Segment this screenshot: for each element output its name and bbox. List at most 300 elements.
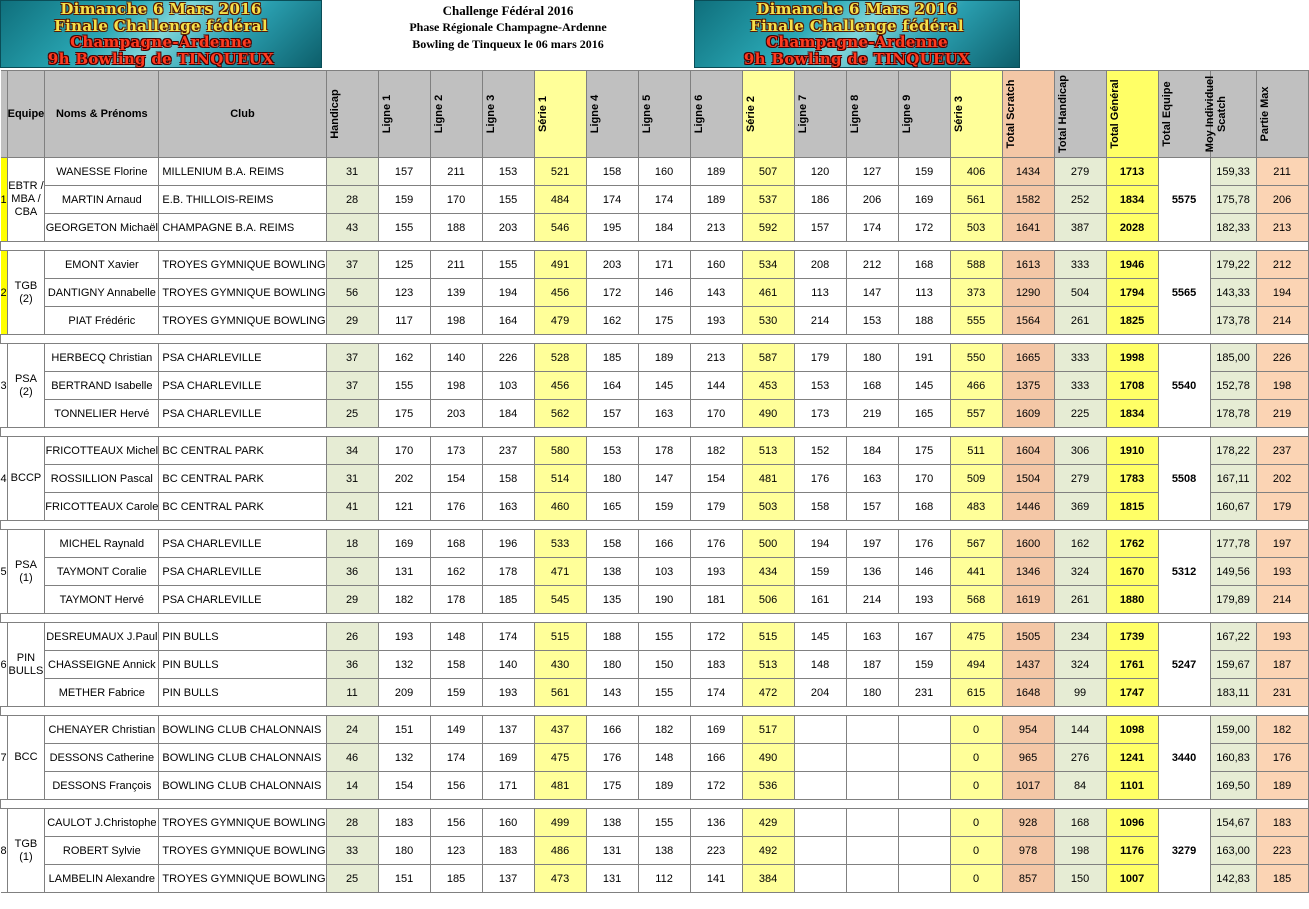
series-1: 484 bbox=[534, 186, 586, 214]
game-score: 197 bbox=[846, 530, 898, 558]
average-scratch: 167,22 bbox=[1210, 623, 1256, 651]
total-scratch: 1604 bbox=[1002, 437, 1054, 465]
max-game: 202 bbox=[1256, 465, 1308, 493]
series-1: 514 bbox=[534, 465, 586, 493]
game-score: 112 bbox=[638, 865, 690, 893]
game-score: 193 bbox=[378, 623, 430, 651]
handicap-cell: 24 bbox=[326, 716, 378, 744]
max-game: 194 bbox=[1256, 279, 1308, 307]
total-general: 1713 bbox=[1106, 158, 1158, 186]
game-score: 103 bbox=[482, 372, 534, 400]
series-2: 429 bbox=[742, 809, 794, 837]
game-score: 182 bbox=[378, 586, 430, 614]
game-score: 174 bbox=[430, 744, 482, 772]
average-scratch: 149,56 bbox=[1210, 558, 1256, 586]
total-general: 1794 bbox=[1106, 279, 1158, 307]
player-club: TROYES GYMNIQUE BOWLING bbox=[159, 809, 326, 837]
game-score: 168 bbox=[898, 493, 950, 521]
average-scratch: 154,67 bbox=[1210, 809, 1256, 837]
game-score: 204 bbox=[794, 679, 846, 707]
max-game: 182 bbox=[1256, 716, 1308, 744]
game-score: 153 bbox=[794, 372, 846, 400]
player-club: TROYES GYMNIQUE BOWLING bbox=[159, 837, 326, 865]
player-name: CHENAYER Christian bbox=[45, 716, 159, 744]
game-score: 208 bbox=[794, 251, 846, 279]
player-name: FRICOTTEAUX Michel bbox=[45, 437, 159, 465]
game-score bbox=[794, 744, 846, 772]
game-score: 180 bbox=[586, 651, 638, 679]
series-1: 499 bbox=[534, 809, 586, 837]
handicap-cell: 36 bbox=[326, 651, 378, 679]
player-name: CAULOT J.Christophe bbox=[45, 809, 159, 837]
game-score bbox=[898, 837, 950, 865]
max-game: 206 bbox=[1256, 186, 1308, 214]
team-name: BCC bbox=[7, 716, 45, 800]
average-scratch: 177,78 bbox=[1210, 530, 1256, 558]
game-score: 132 bbox=[378, 651, 430, 679]
total-scratch: 1505 bbox=[1002, 623, 1054, 651]
average-scratch: 175,78 bbox=[1210, 186, 1256, 214]
total-handicap: 276 bbox=[1054, 744, 1106, 772]
series-2: 517 bbox=[742, 716, 794, 744]
game-score: 165 bbox=[586, 493, 638, 521]
game-score: 164 bbox=[586, 372, 638, 400]
game-score: 175 bbox=[586, 772, 638, 800]
series-1: 528 bbox=[534, 344, 586, 372]
game-score: 171 bbox=[638, 251, 690, 279]
game-score: 154 bbox=[430, 465, 482, 493]
game-score: 162 bbox=[378, 344, 430, 372]
series-1: 460 bbox=[534, 493, 586, 521]
game-score bbox=[846, 865, 898, 893]
table-row bbox=[1, 279, 1309, 307]
game-score: 183 bbox=[378, 809, 430, 837]
series-2: 513 bbox=[742, 651, 794, 679]
game-score: 120 bbox=[794, 158, 846, 186]
total-scratch: 1600 bbox=[1002, 530, 1054, 558]
game-score: 213 bbox=[690, 214, 742, 242]
player-name: DESREUMAUX J.Paul bbox=[45, 623, 159, 651]
team-separator bbox=[1, 428, 1309, 437]
banner-venue: 9h Bowling de TINQUEUX bbox=[47, 49, 275, 68]
game-score: 175 bbox=[638, 307, 690, 335]
game-score bbox=[898, 809, 950, 837]
team-name: PSA (2) bbox=[7, 344, 45, 428]
player-club: BOWLING CLUB CHALONNAIS bbox=[159, 772, 326, 800]
team-rank: 8 bbox=[1, 809, 8, 893]
total-general: 1834 bbox=[1106, 186, 1158, 214]
series-2: 500 bbox=[742, 530, 794, 558]
banner-region: Champagne-Ardenne bbox=[766, 33, 948, 51]
total-scratch: 1434 bbox=[1002, 158, 1054, 186]
game-score: 206 bbox=[846, 186, 898, 214]
total-handicap: 387 bbox=[1054, 214, 1106, 242]
game-score: 169 bbox=[898, 186, 950, 214]
max-game: 214 bbox=[1256, 586, 1308, 614]
game-score: 166 bbox=[586, 716, 638, 744]
game-score: 137 bbox=[482, 716, 534, 744]
average-scratch: 173,78 bbox=[1210, 307, 1256, 335]
series-3: 466 bbox=[950, 372, 1002, 400]
series-3: 550 bbox=[950, 344, 1002, 372]
game-score bbox=[898, 772, 950, 800]
team-rank: 5 bbox=[1, 530, 8, 614]
game-score: 123 bbox=[430, 837, 482, 865]
series-2: 507 bbox=[742, 158, 794, 186]
game-score: 211 bbox=[430, 158, 482, 186]
game-score: 176 bbox=[690, 530, 742, 558]
series-3: 0 bbox=[950, 772, 1002, 800]
player-club: PIN BULLS bbox=[159, 679, 326, 707]
game-score: 169 bbox=[482, 744, 534, 772]
total-handicap: 324 bbox=[1054, 651, 1106, 679]
average-scratch: 160,67 bbox=[1210, 493, 1256, 521]
game-score: 138 bbox=[638, 837, 690, 865]
series-2: 481 bbox=[742, 465, 794, 493]
game-score: 181 bbox=[690, 586, 742, 614]
total-general: 1815 bbox=[1106, 493, 1158, 521]
series-2: 503 bbox=[742, 493, 794, 521]
series-2: 513 bbox=[742, 437, 794, 465]
handicap-cell: 31 bbox=[326, 158, 378, 186]
game-score: 172 bbox=[690, 772, 742, 800]
game-score: 158 bbox=[430, 651, 482, 679]
table-row bbox=[1, 586, 1309, 614]
game-score: 189 bbox=[690, 186, 742, 214]
game-score: 163 bbox=[846, 465, 898, 493]
game-score: 113 bbox=[794, 279, 846, 307]
game-score bbox=[794, 716, 846, 744]
game-score: 185 bbox=[482, 586, 534, 614]
game-score: 149 bbox=[430, 716, 482, 744]
header-row bbox=[1, 71, 1309, 158]
player-club: PSA CHARLEVILLE bbox=[159, 558, 326, 586]
series-3: 0 bbox=[950, 837, 1002, 865]
game-score bbox=[846, 809, 898, 837]
game-score: 178 bbox=[430, 586, 482, 614]
total-general: 1825 bbox=[1106, 307, 1158, 335]
game-score bbox=[846, 744, 898, 772]
banner-event: Finale Challenge fédéral bbox=[54, 16, 268, 35]
max-game: 183 bbox=[1256, 809, 1308, 837]
player-name: TAYMONT Coralie bbox=[45, 558, 159, 586]
game-score: 186 bbox=[794, 186, 846, 214]
table-row bbox=[1, 251, 1309, 279]
game-score: 157 bbox=[846, 493, 898, 521]
banner-event: Finale Challenge fédéral bbox=[750, 16, 964, 35]
series-1: 533 bbox=[534, 530, 586, 558]
game-score: 137 bbox=[482, 865, 534, 893]
max-game: 185 bbox=[1256, 865, 1308, 893]
average-scratch: 185,00 bbox=[1210, 344, 1256, 372]
table-row bbox=[1, 372, 1309, 400]
max-game: 187 bbox=[1256, 651, 1308, 679]
total-general: 1761 bbox=[1106, 651, 1158, 679]
team-name: TGB (2) bbox=[7, 251, 45, 335]
max-game: 213 bbox=[1256, 214, 1308, 242]
team-name: BCCP bbox=[7, 437, 45, 521]
team-name: PIN BULLS bbox=[7, 623, 45, 707]
player-name: BERTRAND Isabelle bbox=[45, 372, 159, 400]
total-handicap: 252 bbox=[1054, 186, 1106, 214]
table-row bbox=[1, 465, 1309, 493]
game-score: 163 bbox=[846, 623, 898, 651]
game-score: 150 bbox=[638, 651, 690, 679]
game-score: 182 bbox=[690, 437, 742, 465]
game-score: 193 bbox=[690, 558, 742, 586]
team-rank: 1 bbox=[1, 158, 8, 242]
player-name: FRICOTTEAUX Carole bbox=[45, 493, 159, 521]
game-score: 117 bbox=[378, 307, 430, 335]
player-name: LAMBELIN Alexandre bbox=[45, 865, 159, 893]
game-score: 160 bbox=[638, 158, 690, 186]
game-score: 194 bbox=[482, 279, 534, 307]
average-scratch: 159,33 bbox=[1210, 158, 1256, 186]
handicap-cell: 31 bbox=[326, 465, 378, 493]
team-separator bbox=[1, 242, 1309, 251]
game-score: 176 bbox=[794, 465, 846, 493]
game-score: 203 bbox=[430, 400, 482, 428]
game-score bbox=[898, 865, 950, 893]
series-1: 486 bbox=[534, 837, 586, 865]
game-score: 179 bbox=[794, 344, 846, 372]
game-score: 171 bbox=[482, 772, 534, 800]
game-score: 151 bbox=[378, 716, 430, 744]
col-ligne7: Ligne 7 bbox=[794, 71, 846, 158]
table-row bbox=[1, 437, 1309, 465]
game-score: 190 bbox=[638, 586, 690, 614]
player-club: BC CENTRAL PARK bbox=[159, 465, 326, 493]
total-handicap: 333 bbox=[1054, 251, 1106, 279]
event-banner-right bbox=[694, 0, 1020, 68]
player-name: ROSSILLION Pascal bbox=[45, 465, 159, 493]
max-game: 189 bbox=[1256, 772, 1308, 800]
total-handicap: 84 bbox=[1054, 772, 1106, 800]
game-score: 178 bbox=[482, 558, 534, 586]
game-score bbox=[794, 837, 846, 865]
team-total: 5540 bbox=[1158, 344, 1210, 428]
handicap-cell: 34 bbox=[326, 437, 378, 465]
player-name: MARTIN Arnaud bbox=[45, 186, 159, 214]
table-row bbox=[1, 558, 1309, 586]
game-score: 193 bbox=[482, 679, 534, 707]
game-score: 127 bbox=[846, 158, 898, 186]
total-general: 1834 bbox=[1106, 400, 1158, 428]
max-game: 223 bbox=[1256, 837, 1308, 865]
table-row bbox=[1, 400, 1309, 428]
game-score: 174 bbox=[586, 186, 638, 214]
game-score: 131 bbox=[378, 558, 430, 586]
col-serie3: Série 3 bbox=[950, 71, 1002, 158]
max-game: 237 bbox=[1256, 437, 1308, 465]
game-score: 159 bbox=[430, 679, 482, 707]
max-game: 193 bbox=[1256, 558, 1308, 586]
game-score: 184 bbox=[846, 437, 898, 465]
series-1: 515 bbox=[534, 623, 586, 651]
series-3: 441 bbox=[950, 558, 1002, 586]
player-name: DESSONS Catherine bbox=[45, 744, 159, 772]
series-1: 561 bbox=[534, 679, 586, 707]
title-line-3: Bowling de Tinqueux le 06 mars 2016 bbox=[412, 37, 604, 51]
game-score: 184 bbox=[482, 400, 534, 428]
table-row bbox=[1, 865, 1309, 893]
game-score: 170 bbox=[898, 465, 950, 493]
total-scratch: 1648 bbox=[1002, 679, 1054, 707]
total-general: 1739 bbox=[1106, 623, 1158, 651]
series-3: 0 bbox=[950, 865, 1002, 893]
total-general: 1762 bbox=[1106, 530, 1158, 558]
rank-header bbox=[1, 71, 8, 158]
handicap-cell: 37 bbox=[326, 372, 378, 400]
game-score: 165 bbox=[898, 400, 950, 428]
average-scratch: 142,83 bbox=[1210, 865, 1256, 893]
game-score: 170 bbox=[430, 186, 482, 214]
game-score: 169 bbox=[690, 716, 742, 744]
game-score: 155 bbox=[378, 214, 430, 242]
game-score: 172 bbox=[690, 623, 742, 651]
game-score: 174 bbox=[638, 186, 690, 214]
total-scratch: 965 bbox=[1002, 744, 1054, 772]
game-score bbox=[846, 837, 898, 865]
total-handicap: 369 bbox=[1054, 493, 1106, 521]
game-score: 158 bbox=[482, 465, 534, 493]
game-score: 185 bbox=[430, 865, 482, 893]
game-score: 135 bbox=[586, 586, 638, 614]
series-2: 490 bbox=[742, 744, 794, 772]
total-scratch: 1582 bbox=[1002, 186, 1054, 214]
player-club: TROYES GYMNIQUE BOWLING bbox=[159, 279, 326, 307]
game-score: 154 bbox=[690, 465, 742, 493]
banner-venue: 9h Bowling de TINQUEUX bbox=[743, 49, 971, 68]
game-score: 172 bbox=[898, 214, 950, 242]
total-scratch: 1375 bbox=[1002, 372, 1054, 400]
game-score: 145 bbox=[898, 372, 950, 400]
game-score: 125 bbox=[378, 251, 430, 279]
col-noms: Noms & Prénoms bbox=[45, 71, 159, 158]
table-row bbox=[1, 679, 1309, 707]
player-club: PSA CHARLEVILLE bbox=[159, 372, 326, 400]
game-score: 162 bbox=[430, 558, 482, 586]
player-club: CHAMPAGNE B.A. REIMS bbox=[159, 214, 326, 242]
total-scratch: 928 bbox=[1002, 809, 1054, 837]
col-ligne6: Ligne 6 bbox=[690, 71, 742, 158]
team-name: TGB (1) bbox=[7, 809, 45, 893]
series-3: 494 bbox=[950, 651, 1002, 679]
total-scratch: 1437 bbox=[1002, 651, 1054, 679]
series-1: 456 bbox=[534, 279, 586, 307]
game-score: 223 bbox=[690, 837, 742, 865]
game-score bbox=[846, 716, 898, 744]
series-2: 592 bbox=[742, 214, 794, 242]
series-1: 473 bbox=[534, 865, 586, 893]
game-score: 155 bbox=[378, 372, 430, 400]
total-general: 1670 bbox=[1106, 558, 1158, 586]
game-score: 180 bbox=[846, 344, 898, 372]
game-score: 179 bbox=[690, 493, 742, 521]
col-total-scratch: Total Scratch bbox=[1002, 71, 1054, 158]
table-row bbox=[1, 530, 1309, 558]
game-score: 103 bbox=[638, 558, 690, 586]
game-score: 136 bbox=[690, 809, 742, 837]
table-row bbox=[1, 186, 1309, 214]
game-score: 158 bbox=[794, 493, 846, 521]
max-game: 198 bbox=[1256, 372, 1308, 400]
game-score: 131 bbox=[586, 865, 638, 893]
game-score: 156 bbox=[430, 809, 482, 837]
average-scratch: 159,67 bbox=[1210, 651, 1256, 679]
game-score: 175 bbox=[898, 437, 950, 465]
game-score: 153 bbox=[586, 437, 638, 465]
game-score: 182 bbox=[638, 716, 690, 744]
series-2: 384 bbox=[742, 865, 794, 893]
handicap-cell: 28 bbox=[326, 809, 378, 837]
game-score: 174 bbox=[482, 623, 534, 651]
player-club: E.B. THILLOIS-REIMS bbox=[159, 186, 326, 214]
team-rank: 3 bbox=[1, 344, 8, 428]
game-score: 163 bbox=[638, 400, 690, 428]
max-game: 219 bbox=[1256, 400, 1308, 428]
max-game: 212 bbox=[1256, 251, 1308, 279]
total-scratch: 1619 bbox=[1002, 586, 1054, 614]
total-scratch: 1665 bbox=[1002, 344, 1054, 372]
game-score: 194 bbox=[794, 530, 846, 558]
total-handicap: 225 bbox=[1054, 400, 1106, 428]
player-club: PIN BULLS bbox=[159, 651, 326, 679]
average-scratch: 182,33 bbox=[1210, 214, 1256, 242]
series-1: 430 bbox=[534, 651, 586, 679]
game-score bbox=[846, 772, 898, 800]
col-serie2: Série 2 bbox=[742, 71, 794, 158]
series-3: 0 bbox=[950, 809, 1002, 837]
game-score: 180 bbox=[378, 837, 430, 865]
handicap-cell: 18 bbox=[326, 530, 378, 558]
series-3: 509 bbox=[950, 465, 1002, 493]
total-handicap: 504 bbox=[1054, 279, 1106, 307]
game-score: 140 bbox=[430, 344, 482, 372]
total-handicap: 99 bbox=[1054, 679, 1106, 707]
game-score bbox=[898, 716, 950, 744]
col-partie-max: Partie Max bbox=[1256, 71, 1308, 158]
player-name: GEORGETON Michaël bbox=[45, 214, 159, 242]
col-club: Club bbox=[159, 71, 326, 158]
game-score: 136 bbox=[846, 558, 898, 586]
series-2: 587 bbox=[742, 344, 794, 372]
team-rank: 4 bbox=[1, 437, 8, 521]
total-handicap: 162 bbox=[1054, 530, 1106, 558]
game-score: 148 bbox=[638, 744, 690, 772]
game-score: 195 bbox=[586, 214, 638, 242]
game-score: 168 bbox=[846, 372, 898, 400]
series-1: 545 bbox=[534, 586, 586, 614]
game-score: 175 bbox=[378, 400, 430, 428]
game-score: 219 bbox=[846, 400, 898, 428]
max-game: 193 bbox=[1256, 623, 1308, 651]
series-1: 475 bbox=[534, 744, 586, 772]
game-score: 198 bbox=[430, 372, 482, 400]
total-handicap: 333 bbox=[1054, 344, 1106, 372]
average-scratch: 152,78 bbox=[1210, 372, 1256, 400]
game-score: 143 bbox=[586, 679, 638, 707]
series-3: 503 bbox=[950, 214, 1002, 242]
game-score: 159 bbox=[898, 158, 950, 186]
series-2: 453 bbox=[742, 372, 794, 400]
game-score: 157 bbox=[794, 214, 846, 242]
average-scratch: 159,00 bbox=[1210, 716, 1256, 744]
player-club: BC CENTRAL PARK bbox=[159, 437, 326, 465]
handicap-cell: 25 bbox=[326, 865, 378, 893]
game-score: 189 bbox=[638, 344, 690, 372]
total-scratch: 1017 bbox=[1002, 772, 1054, 800]
